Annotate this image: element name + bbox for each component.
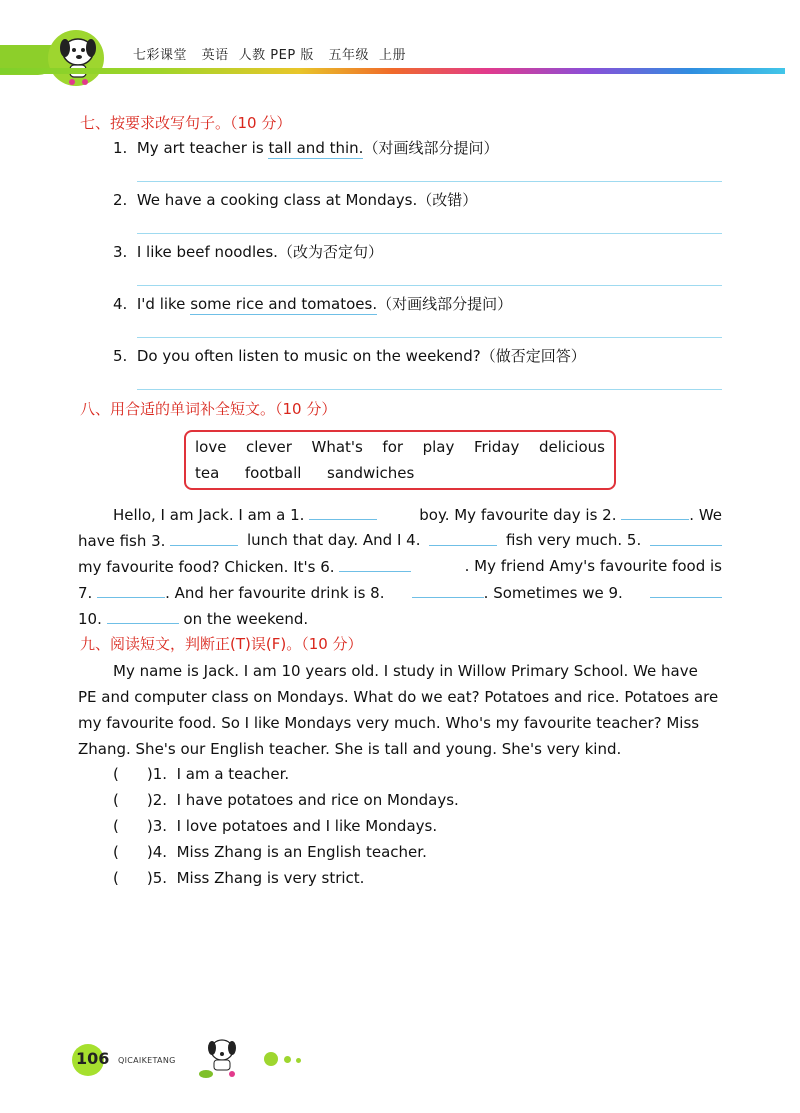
word-football: football (244, 464, 302, 482)
header-rainbow-bar (0, 68, 785, 74)
word-delicious: delicious (538, 438, 605, 456)
s7-item-1-underlined: tall and thin. (268, 139, 364, 157)
word-for: for (382, 438, 404, 456)
header-series: 七彩课堂 (133, 48, 188, 63)
word-tea: tea (195, 464, 220, 482)
footer-mascot-icon (196, 1036, 244, 1080)
section8-title: 八、用合适的单词补全短文。（10 分） (80, 400, 337, 418)
blank-1[interactable] (309, 505, 377, 520)
s9-passage-line-3: my favourite food. So I like Mondays very much. Who's my favourite teacher? Miss (78, 714, 700, 732)
s8-passage-line-3: my favourite food? Chicken. It's 6. . My friend Amy's favourite food is (78, 557, 722, 576)
footer-dot-small (296, 1058, 301, 1063)
blank-10[interactable] (107, 609, 179, 624)
word-sandwiches: sandwiches (327, 464, 415, 482)
header-title (133, 44, 416, 63)
section7-title: 七、按要求改写句子。（10 分） (80, 114, 292, 132)
header-subject: 英语 (201, 48, 229, 63)
word-bank-row-2 (195, 464, 414, 482)
s9-statement-2: ( )2. I have potatoes and rice on Mondays. (113, 791, 459, 809)
word-love: love (195, 438, 227, 456)
header-volume: 上册 (379, 48, 407, 63)
s7-item-5: 5. Do you often listen to music on the weekend?（做否定回答） (113, 347, 586, 365)
word-clever: clever (246, 438, 292, 456)
blank-5[interactable] (650, 531, 722, 546)
s7-item-4-underlined: some rice and tomatoes. (190, 295, 378, 313)
footer-brand: QICAIKETANG (118, 1056, 176, 1065)
word-friday: Friday (473, 438, 520, 456)
s9-statement-5: ( )5. Miss Zhang is very strict. (113, 869, 365, 887)
s7-item-4: 4. I'd like some rice and tomatoes.（对画线部分提问） (113, 295, 513, 313)
s9-statement-1: ( )1. I am a teacher. (113, 765, 290, 783)
blank-2[interactable] (621, 505, 689, 520)
s9-passage-line-2: PE and computer class on Mondays. What do we eat? Potatoes and rice. Potatoes are (78, 688, 719, 706)
s9-passage-line-4: Zhang. She's our English teacher. She is tall and young. She's very kind. (78, 740, 622, 758)
s7-item-1: 1. My art teacher is tall and thin.（对画线部分提问） (113, 139, 499, 157)
s9-statement-3: ( )3. I love potatoes and I like Mondays. (113, 817, 438, 835)
s8-passage-line-4: 7. . And her favourite drink is 8. . Sometimes we 9. (78, 583, 722, 602)
s7-answer-line-1[interactable] (137, 181, 722, 182)
blank-7[interactable] (97, 583, 165, 598)
s7-item-3: 3. I like beef noodles.（改为否定句） (113, 243, 383, 261)
page-number: 106 (76, 1049, 110, 1068)
s9-passage-line-1: My name is Jack. I am 10 years old. I study in Willow Primary School. We have (113, 662, 698, 680)
blank-3[interactable] (170, 531, 238, 546)
blank-6[interactable] (339, 557, 411, 572)
footer-dot-large (264, 1052, 278, 1066)
header-edition: 人教 PEP 版 (238, 48, 314, 63)
s7-answer-line-5[interactable] (137, 389, 722, 390)
blank-8[interactable] (412, 583, 484, 598)
word-play: play (422, 438, 455, 456)
section9-title: 九、阅读短文，判断正(T)误(F)。（10 分） (80, 635, 363, 653)
s7-item-2: 2. We have a cooking class at Mondays.（改错） (113, 191, 478, 209)
s8-passage-line-1: Hello, I am Jack. I am a 1. boy. My favourite day is 2. . We (113, 506, 722, 524)
s7-answer-line-4[interactable] (137, 337, 722, 338)
blank-4[interactable] (429, 531, 497, 546)
dog-mascot-icon (52, 28, 104, 88)
footer-dot-medium (284, 1056, 291, 1063)
s9-statement-4: ( )4. Miss Zhang is an English teacher. (113, 843, 427, 861)
s9-passage (78, 658, 722, 762)
s7-answer-line-2[interactable] (137, 233, 722, 234)
s7-answer-line-3[interactable] (137, 285, 722, 286)
s8-passage-line-2: have fish 3. lunch that day. And I 4. fish very much. 5. (78, 531, 722, 550)
word-bank-row-1 (195, 438, 605, 456)
blank-9[interactable] (650, 583, 722, 598)
header-grade: 五年级 (328, 48, 369, 63)
s8-passage-line-5: 10. on the weekend. (78, 610, 309, 628)
word-whats: What's (311, 438, 363, 456)
